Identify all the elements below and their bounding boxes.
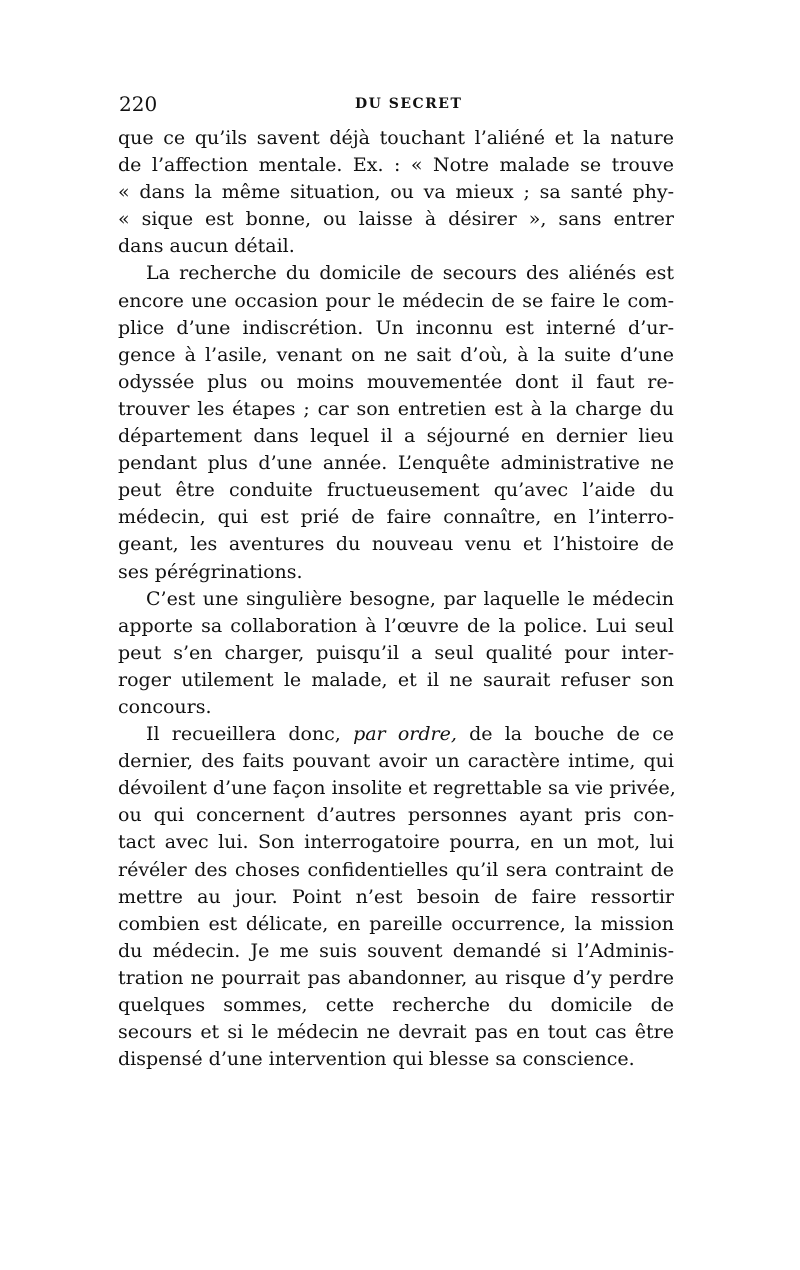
text-line: concours. (118, 695, 212, 718)
text-line: dévoilent d’une façon insolite et regrettable sa vie privée, (118, 777, 676, 800)
text-line: dispensé d’une intervention qui blesse sa conscience. (118, 1048, 635, 1071)
text-fragment: Il recueillera donc, (146, 723, 341, 746)
text-line: La recherche du domicile de secours des aliénés est (146, 262, 674, 285)
text-line: département dans lequel il a séjourné en dernier lieu (118, 425, 674, 448)
text-line: médecin, qui est prié de faire connaître, en l’interro- (118, 506, 674, 529)
text-line: révéler des choses confidentielles qu’il sera contraint de (118, 858, 674, 881)
text-line: peut s’en charger, puisqu’il a seul qualité pour inter- (118, 641, 674, 664)
text-line: du médecin. Je me suis souvent demandé si l’Adminis- (118, 939, 674, 962)
text-line: ses pérégrinations. (118, 560, 303, 583)
text-line: odyssée plus ou moins mouvementée dont il faut re- (118, 370, 674, 393)
text-line: trouver les étapes ; car son entretien est à la charge du (118, 397, 674, 420)
text-line: ou qui concernent d’autres personnes ayant pris con- (118, 804, 674, 827)
text-line: secours et si le médecin ne devrait pas en tout cas être (118, 1021, 674, 1044)
text-line: mettre au jour. Point n’est besoin de faire ressortir (118, 885, 674, 908)
text-line: de l’affection mentale. Ex. : « Notre malade se trouve (118, 154, 674, 177)
page-number: 220 (119, 92, 158, 116)
text-line: geant, les aventures du nouveau venu et l’histoire de (118, 533, 674, 556)
text-line: dans aucun détail. (118, 235, 295, 258)
running-title: DU SECRET (355, 96, 463, 112)
text-line: encore une occasion pour le médecin de se faire le com- (118, 289, 674, 312)
text-line: peut être conduite fructueusement qu’avec l’aide du (118, 479, 674, 502)
text-line: tact avec lui. Son interrogatoire pourra, en un mot, lui (118, 831, 674, 854)
text-fragment: de la bouche de ce (469, 723, 674, 746)
text-line: « dans la même situation, ou va mieux ; sa santé phy- (118, 181, 674, 204)
text-line: combien est délicate, en pareille occurrence, la mission (118, 912, 674, 935)
text-line: C’est une singulière besogne, par laquelle le médecin (146, 587, 674, 610)
page-header (119, 92, 675, 122)
text-line: plice d’une indiscrétion. Un inconnu est interné d’ur- (118, 316, 674, 339)
text-line: dernier, des faits pouvant avoir un caractère intime, qui (118, 750, 674, 773)
text-line: quelques sommes, cette recherche du domicile de (118, 994, 674, 1016)
text-line: que ce qu’ils savent déjà touchant l’aliéné et la nature (118, 127, 674, 149)
body-text (118, 125, 674, 1073)
text-line: « sique est bonne, ou laisse à désirer », sans entrer (118, 208, 674, 231)
italic-phrase: par ordre, (353, 723, 457, 746)
text-line: gence à l’asile, venant on ne sait d’où, à la suite d’une (118, 343, 674, 366)
text-line: apporte sa collaboration à l’œuvre de la police. Lui seul (118, 614, 674, 637)
text-line (118, 721, 674, 748)
text-line: pendant plus d’une année. L’enquête administrative ne (118, 452, 674, 475)
text-line: roger utilement le malade, et il ne saurait refuser son (118, 668, 674, 691)
text-line: tration ne pourrait pas abandonner, au risque d’y perdre (118, 966, 674, 989)
